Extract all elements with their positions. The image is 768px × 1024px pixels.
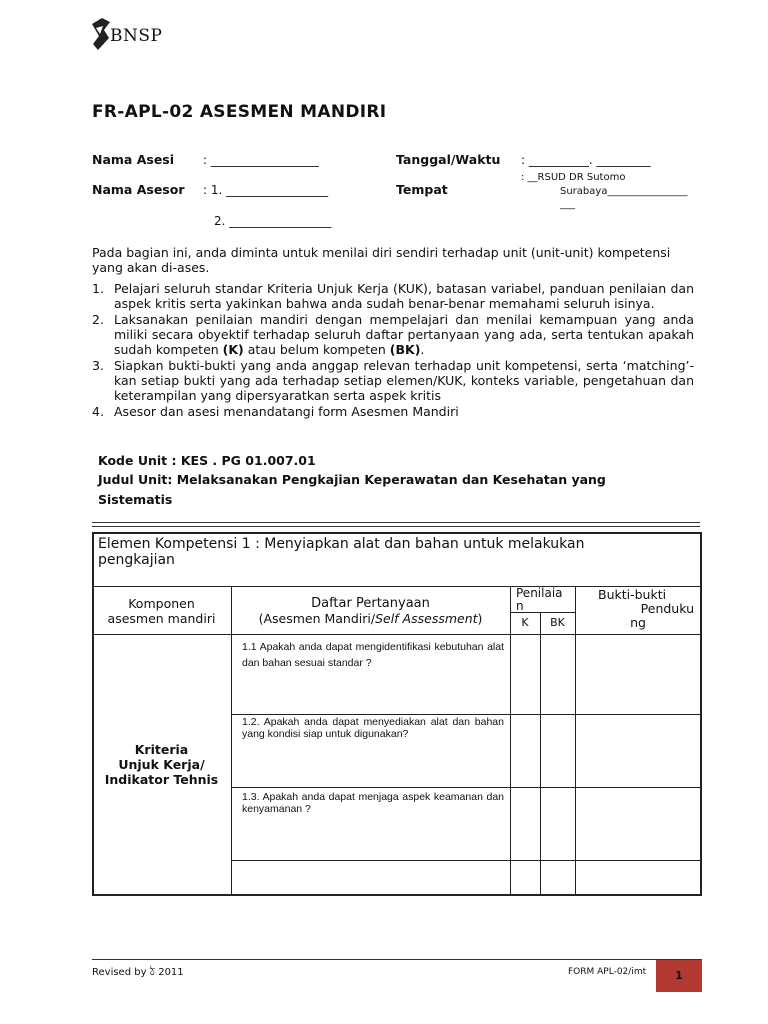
header-penilaian [516,587,563,613]
instruction-bold-k: (K) [222,342,244,357]
table-rule [92,634,702,635]
judul-unit-cont: Sistematis [98,492,173,507]
bk-checkbox-2[interactable] [541,715,575,787]
k-checkbox-2[interactable] [511,715,540,787]
header-penilaian-line: n [516,599,524,613]
header-daftar-line: Daftar Pertanyaan [311,596,430,611]
table-rule [575,586,576,896]
instruction-number: 2. [92,312,104,327]
table-rule [231,586,232,896]
nama-asesi-label: Nama Asesi [92,152,175,167]
instruction-text: . [420,342,425,357]
header-komponen-line: Komponen [128,596,195,611]
row-label-line: Indikator Tehnis [104,772,219,787]
header-bukti-line: ng [630,615,646,630]
logo-text: BNSP [110,26,163,46]
page-title: FR-APL-02 ASESMEN MANDIRI [92,102,387,122]
instruction-text: atau belum kompeten [243,342,390,357]
tempat-field-line3: ___ [560,199,575,210]
header-daftar-sub-c: ) [477,611,483,626]
k-checkbox-1[interactable] [511,635,540,714]
footer-revised: Revised by ঠ 2011 [92,967,184,978]
instruction-number: 4. [92,404,104,419]
divider [92,526,700,527]
question-2: 1.2. Apakah anda dapat menyediakan alat dan bahan yang kondisi siap untuk digunakan? [242,716,504,740]
bk-checkbox-1[interactable] [541,635,575,714]
header-k: K [521,616,529,629]
tempat-field-line1[interactable]: : __RSUD DR Sutomo [521,172,626,183]
nama-asesor-field-1[interactable]: : 1. _________________ [203,183,329,197]
instruction-number: 1. [92,281,104,296]
instruction-text: Laksanakan penilaian mandiri dengan mempelajari dan menilai kemampuan yang anda miliki secara obyektif terhadap seluruh daftar pertanyaan yang ada, serta tentukan apakah sudah kompeten [114,312,694,357]
bk-checkbox-3[interactable] [541,788,575,860]
elemen-kompetensi-title [98,536,688,568]
footer-form-code: FORM APL-02/imt [568,967,647,977]
instruction-text: Pelajari seluruh standar Kriteria Unjuk Kerja (KUK), batasan variabel, panduan penilaian dan aspek kritis serta yakinkan bahwa anda sudah benar-benar memahami seluruh isinya. [114,281,694,311]
header-daftar-sub-a: (Asesmen Mandiri/ [258,611,376,626]
nama-asesor-label: Nama Asesor [92,182,185,197]
tanggal-label: Tanggal/Waktu [396,152,501,167]
header-daftar-sub-italic: Self Assessment [375,611,478,626]
question-3: 1.3. Apakah anda dapat menjaga aspek keamanan dan kenyamanan ? [242,791,504,815]
tanggal-field[interactable]: : __________. _________ [521,153,651,167]
divider [92,522,700,523]
instruction-item [92,404,694,419]
elemen-line: Elemen Kompetensi 1 : Menyiapkan alat dan bahan untuk melakukan [98,536,585,552]
header-daftar-sub [231,611,510,626]
table-rule [231,860,702,861]
instruction-item [92,358,694,403]
header-komponen-line: asesmen mandiri [107,611,216,626]
kode-unit: Kode Unit : KES . PG 01.007.01 [98,453,316,468]
header-bukti-line: Bukti-bukti [598,587,667,602]
instruction-text: Siapkan bukti-bukti yang anda anggap relevan terhadap unit kompetensi, serta ‘matching’-kan setiap bukti yang ada terhadap setiap elemen/KUK, konteks variable, pengetahuan dan keterampilan yang dipersyaratkan serta aspek kritis [114,358,694,403]
instruction-list [92,281,694,420]
row-label-line: Unjuk Kerja/ [118,757,205,772]
instruction-item [92,312,694,357]
header-bk: BK [550,616,565,629]
bnsp-emblem-icon [90,16,112,54]
table-rule [231,787,702,788]
table-rule [231,714,702,715]
header-bukti-line: Penduku [640,601,694,616]
header-bukti [576,588,700,630]
judul-unit: Judul Unit: Melaksanakan Pengkajian Keperawatan dan Kesehatan yang [98,472,606,487]
instruction-bold-bk: (BK) [389,342,421,357]
question-1: 1.1 Apakah anda dapat mengidentifikasi kebutuhan alat dan bahan sesuai standar ? [242,641,504,669]
header-daftar [231,596,510,626]
header-komponen [92,596,231,626]
k-checkbox-3[interactable] [511,788,540,860]
nama-asesor-field-2[interactable]: 2. _________________ [214,214,332,228]
tempat-label: Tempat [396,182,448,197]
row-label [92,742,231,787]
tempat-field-line2: Surabaya________________ [560,186,688,197]
row-label-line: Kriteria [134,742,189,757]
instruction-number: 3. [92,358,104,373]
instruction-item [92,281,694,311]
intro-paragraph: Pada bagian ini, anda diminta untuk menilai diri sendiri terhadap unit (unit-unit) kompetensi yang akan di-ases. [92,245,671,275]
footer-divider [92,959,702,960]
header-penilaian-line: Penilaia [516,586,563,600]
elemen-line: pengkajian [98,552,175,568]
nama-asesi-field[interactable]: : __________________ [203,153,319,167]
page-number: 1 [656,960,702,992]
instruction-text: Asesor dan asesi menandatangi form Asesmen Mandiri [114,404,459,419]
